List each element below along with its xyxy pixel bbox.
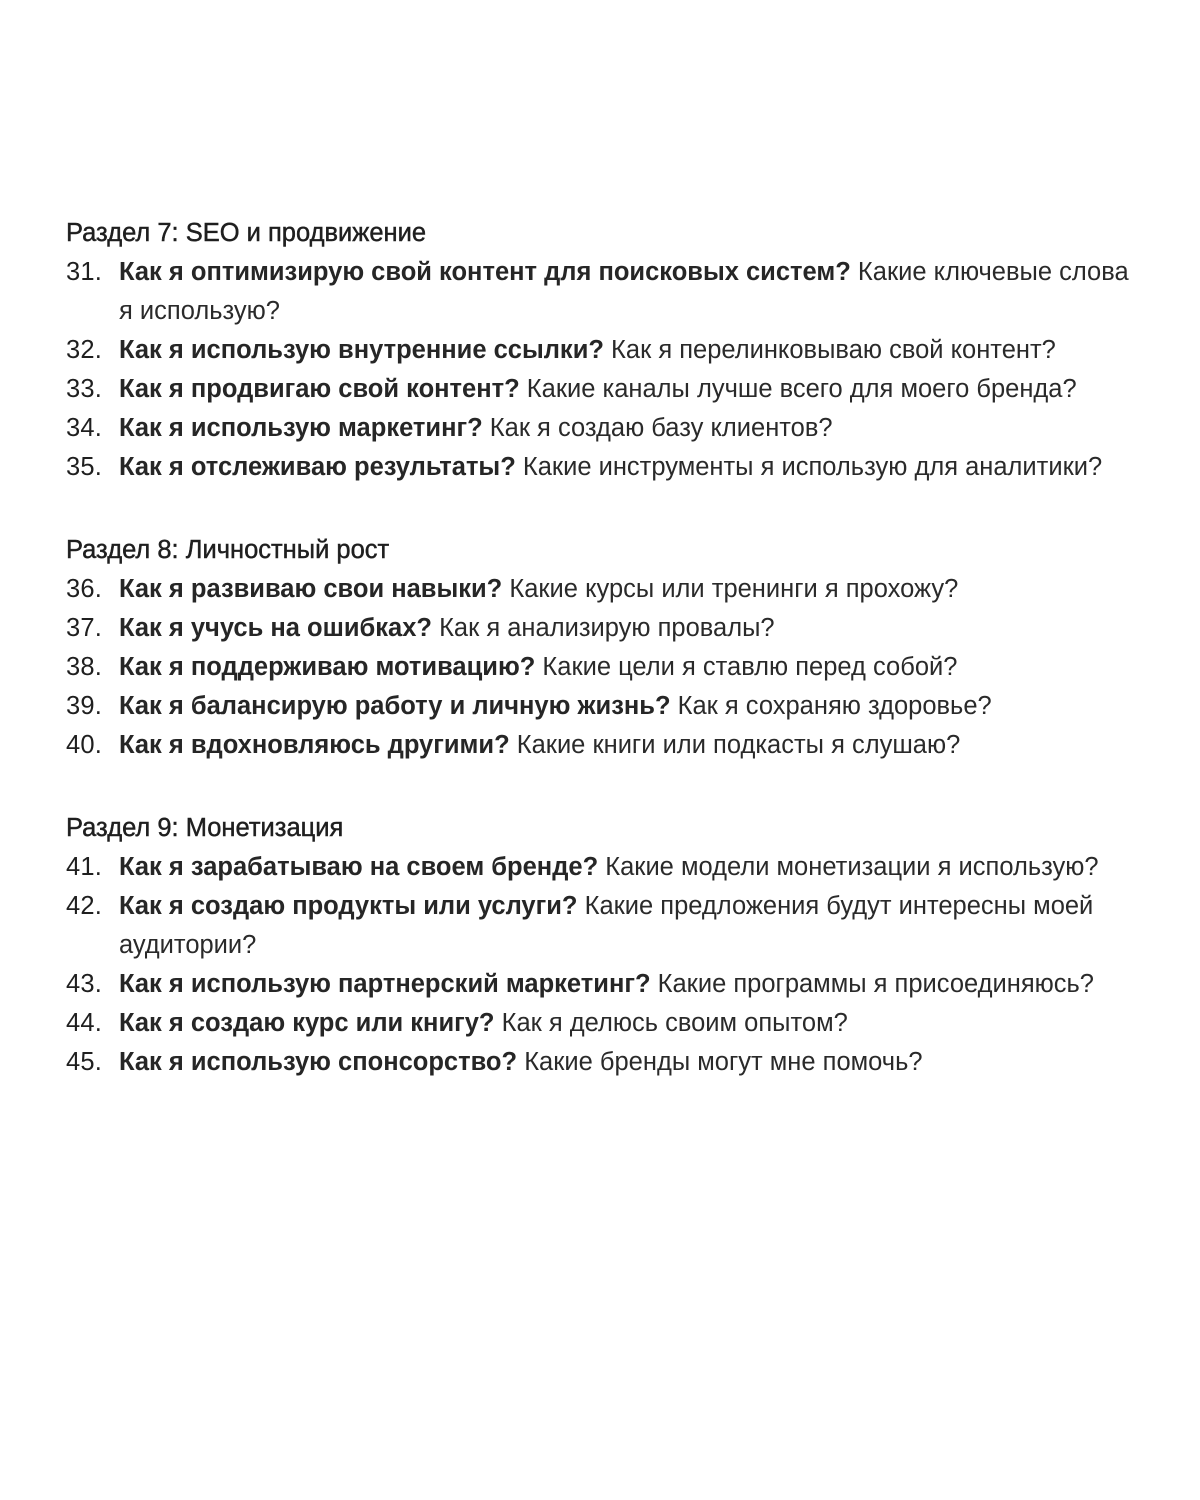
section-title: Раздел 9: Монетизация [66, 814, 344, 842]
item-number: 31. [66, 258, 103, 286]
item-question: Как я вдохновляюсь другими? [119, 731, 510, 759]
item-detail: Какие программы я присоединяюсь? [657, 970, 1094, 998]
list-item [66, 1004, 1146, 1043]
item-number: 43. [66, 970, 103, 998]
item-number: 44. [66, 1009, 103, 1037]
section-title: Раздел 8: Личностный рост [66, 536, 390, 564]
item-number: 33. [66, 375, 103, 403]
item-detail: Как я анализирую провалы? [439, 614, 775, 642]
list-item [66, 331, 1146, 370]
item-number: 37. [66, 614, 103, 642]
list-item [66, 848, 1146, 887]
item-question: Как я отслеживаю результаты? [119, 453, 516, 481]
document-page [66, 214, 1146, 1126]
item-question: Как я оптимизирую свой контент для поисковых систем? [119, 258, 851, 286]
item-question: Как я поддерживаю мотивацию? [119, 653, 536, 681]
list-item [66, 1043, 1146, 1082]
item-number: 34. [66, 414, 103, 442]
item-question: Как я использую внутренние ссылки? [119, 336, 604, 364]
item-question: Как я продвигаю свой контент? [119, 375, 520, 403]
item-number: 32. [66, 336, 103, 364]
item-question: Как я создаю курс или книгу? [119, 1009, 495, 1037]
question-list [66, 253, 1146, 487]
item-detail: Как я сохраняю здоровье? [677, 692, 992, 720]
item-detail: Как я создаю базу клиентов? [489, 414, 833, 442]
item-detail: Какие модели монетизации я использую? [605, 853, 1099, 881]
item-detail: Какие книги или подкасты я слушаю? [516, 731, 961, 759]
item-question: Как я создаю продукты или услуги? [119, 892, 578, 920]
item-detail: Какие цели я ставлю перед собой? [542, 653, 958, 681]
section-7 [66, 214, 1146, 487]
item-number: 42. [66, 892, 103, 920]
list-item [66, 648, 1146, 687]
question-list [66, 848, 1146, 1082]
item-detail: Какие курсы или тренинги я прохожу? [509, 575, 959, 603]
item-number: 35. [66, 453, 103, 481]
section-title: Раздел 7: SEO и продвижение [66, 219, 427, 247]
item-number: 36. [66, 575, 103, 603]
list-item [66, 370, 1146, 409]
list-item [66, 687, 1146, 726]
item-question: Как я использую спонсорство? [119, 1048, 518, 1076]
item-detail: Какие бренды могут мне помочь? [524, 1048, 923, 1076]
item-number: 39. [66, 692, 103, 720]
item-question: Как я учусь на ошибках? [119, 614, 432, 642]
item-question: Как я использую партнерский маркетинг? [119, 970, 651, 998]
list-item [66, 409, 1146, 448]
item-number: 38. [66, 653, 103, 681]
section-9 [66, 809, 1146, 1082]
list-item [66, 253, 1146, 331]
item-detail: Какие ключевые слова я использую? [119, 258, 1129, 325]
section-8 [66, 531, 1146, 765]
list-item [66, 965, 1146, 1004]
list-item [66, 609, 1146, 648]
item-question: Как я развиваю свои навыки? [119, 575, 503, 603]
item-detail: Какие инструменты я использую для аналитики? [522, 453, 1103, 481]
item-detail: Какие предложения будут интересны моей аудитории? [119, 892, 1094, 959]
item-question: Как я зарабатываю на своем бренде? [119, 853, 599, 881]
item-number: 45. [66, 1048, 103, 1076]
list-item [66, 887, 1146, 965]
item-question: Как я использую маркетинг? [119, 414, 483, 442]
item-detail: Как я перелинковываю свой контент? [611, 336, 1056, 364]
item-detail: Как я делюсь своим опытом? [501, 1009, 848, 1037]
list-item [66, 448, 1146, 487]
question-list [66, 570, 1146, 765]
item-detail: Какие каналы лучше всего для моего бренда? [526, 375, 1077, 403]
item-number: 40. [66, 731, 103, 759]
item-question: Как я балансирую работу и личную жизнь? [119, 692, 671, 720]
item-number: 41. [66, 853, 103, 881]
list-item [66, 570, 1146, 609]
list-item [66, 726, 1146, 765]
